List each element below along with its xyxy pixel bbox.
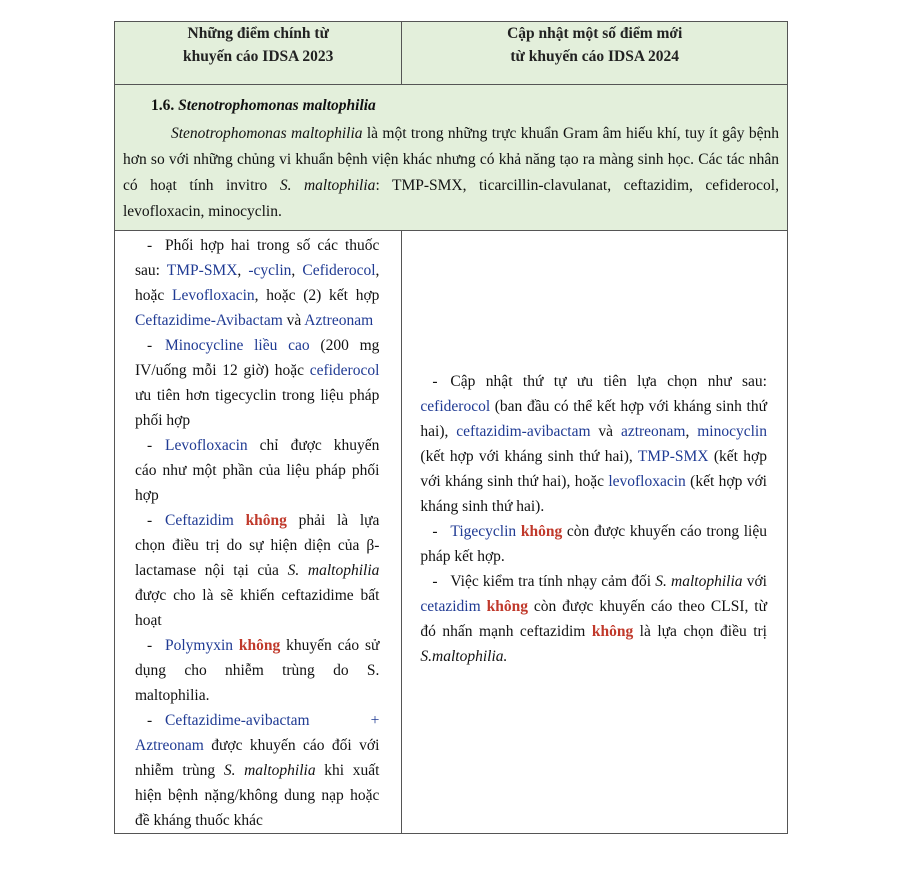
text: (kết hợp với kháng sinh thứ hai), hoặc — [420, 448, 767, 490]
text: là lựa chọn điều trị — [633, 623, 767, 640]
drug-name: TMP-SMX — [166, 262, 238, 279]
text: khuyến cáo sử dụng cho nhiễm trùng do S. maltophilia. — [135, 637, 380, 704]
bullet-dash: - — [147, 637, 153, 654]
text: (200 mg IV/uống mỗi 12 giờ) hoặc — [135, 337, 380, 379]
right-bullet-1 — [420, 369, 767, 519]
bullet-dash: - — [147, 337, 153, 354]
text: với — [742, 573, 767, 590]
emphasis-not: không — [238, 637, 281, 654]
drug-name: Ceftazidim — [165, 512, 234, 529]
left-bullet-6 — [135, 708, 379, 833]
text: , — [237, 262, 249, 279]
paragraph-text1: là một trong những trực khuẩn Gram âm hiếu khí, tuy ít gây bệnh hơn so với những chủng vi khuẩn bệnh viện khác nhưng có khả năng tạo ra màng sinh học. Các tác nhân có hoạt tính invitro — [123, 125, 779, 194]
text: , hoặc (2) kết hợp — [254, 287, 380, 304]
header-right — [402, 22, 788, 85]
emphasis-not: không — [245, 512, 287, 529]
text: được cho là sẽ khiến ceftazidime bất hoạt — [135, 587, 380, 629]
text: được khuyến cáo đối với nhiễm trùng — [135, 737, 380, 779]
emphasis-not: không — [520, 523, 563, 540]
section-row — [115, 85, 788, 231]
text: và — [590, 423, 621, 440]
section-paragraph — [123, 121, 779, 225]
section-title — [151, 95, 787, 117]
right-column — [402, 231, 788, 834]
text: phải là lựa chọn điều trị do sự hiện diện của β-lactamase nội tại của — [135, 512, 380, 579]
drug-name: Tigecyclin — [450, 523, 517, 540]
organism-italic: S. maltophilia — [655, 573, 743, 590]
header-right-line1: Cập nhật một số điểm mới — [507, 25, 683, 42]
paragraph-text2: : TMP-SMX, ticarcillin-clavulanat, ceftazidim, cefiderocol, levofloxacin, minocyclin. — [123, 177, 779, 220]
drug-name: -cyclin — [248, 262, 292, 279]
text: (ban đầu có thể kết hợp với kháng sinh thứ hai), — [420, 398, 767, 440]
drug-name: Levofloxacin — [172, 287, 255, 304]
text: , — [291, 262, 303, 279]
text: khi xuất hiện bệnh nặng/không dung nạp hoặc đề kháng thuốc khác — [135, 762, 380, 829]
bullet-dash: - — [432, 523, 438, 540]
section-number: 1.6. — [151, 97, 175, 114]
left-bullet-5 — [135, 633, 379, 708]
header-row — [115, 22, 788, 85]
text: còn được khuyến cáo theo CLSI, từ đó nhấn mạnh ceftazidim — [420, 598, 767, 640]
text: Cập nhật thứ tự ưu tiên lựa chọn như sau: — [450, 373, 767, 390]
drug-name: levofloxacin — [608, 473, 686, 490]
drug-name: Aztreonam — [304, 312, 374, 329]
bullet-dash: - — [432, 573, 438, 590]
bullet-dash: - — [147, 237, 153, 254]
drug-name: Minocycline liều cao — [165, 337, 310, 354]
comparison-table — [114, 21, 788, 834]
text: chỉ được khuyến cáo như một phần của liệu pháp phối hợp — [135, 437, 380, 504]
drug-name: Cefiderocol — [302, 262, 376, 279]
text: còn được khuyến cáo trong liệu pháp kết hợp. — [420, 523, 767, 565]
drug-name: Ceftazidime-avibactam + Aztreonam — [135, 712, 380, 754]
drug-name: Levofloxacin — [165, 437, 248, 454]
text: (kết hợp với kháng sinh thứ hai). — [420, 473, 767, 515]
drug-name: minocyclin — [697, 423, 767, 440]
drug-name: Polymyxin — [165, 637, 234, 654]
left-bullet-2 — [135, 333, 379, 433]
bullet-dash: - — [147, 512, 153, 529]
text: , — [685, 423, 698, 440]
bullet-dash: - — [147, 712, 153, 729]
bullet-dash: - — [432, 373, 438, 390]
drug-name: Ceftazidime-Avibactam — [135, 312, 283, 329]
organism-italic: S. maltophilia — [287, 562, 380, 579]
left-column — [115, 231, 402, 834]
header-left — [115, 22, 402, 85]
drug-name: aztreonam — [620, 423, 686, 440]
drug-name: TMP-SMX — [637, 448, 709, 465]
right-bullet-3 — [420, 569, 767, 669]
drug-name: cefiderocol — [420, 398, 491, 415]
bullet-dash: - — [147, 437, 153, 454]
right-bullet-2 — [420, 519, 767, 569]
content-row — [115, 231, 788, 834]
text: Phối hợp hai trong số các thuốc sau: — [135, 237, 380, 279]
emphasis-not: không — [591, 623, 634, 640]
drug-name: cefiderocol — [309, 362, 380, 379]
text: Việc kiểm tra tính nhạy cảm đối — [450, 573, 656, 590]
left-bullet-1 — [135, 233, 379, 333]
section-organism: Stenotrophomonas maltophilia — [178, 97, 376, 114]
text: , hoặc — [135, 262, 380, 304]
header-right-line2: từ khuyến cáo IDSA 2024 — [510, 48, 680, 65]
header-left-line2: khuyến cáo IDSA 2023 — [183, 48, 334, 65]
emphasis-not: không — [486, 598, 528, 615]
paragraph-organism: Stenotrophomonas maltophilia — [171, 125, 363, 142]
left-bullet-4 — [135, 508, 379, 633]
section-cell — [115, 85, 788, 231]
organism-italic: S.maltophilia. — [420, 648, 508, 665]
drug-name: ceftazidim-avibactam — [456, 423, 591, 440]
paragraph-short: S. maltophilia — [279, 177, 376, 194]
organism-italic: S. maltophilia — [223, 762, 316, 779]
header-left-line1: Những điểm chính từ — [187, 25, 329, 42]
drug-name: cetazidim — [420, 598, 481, 615]
text: và — [282, 312, 305, 329]
text: (kết hợp với kháng sinh thứ hai), — [420, 448, 638, 465]
text: ưu tiên hơn tigecyclin trong liệu pháp phối hợp — [135, 387, 380, 429]
left-bullet-3 — [135, 433, 379, 508]
